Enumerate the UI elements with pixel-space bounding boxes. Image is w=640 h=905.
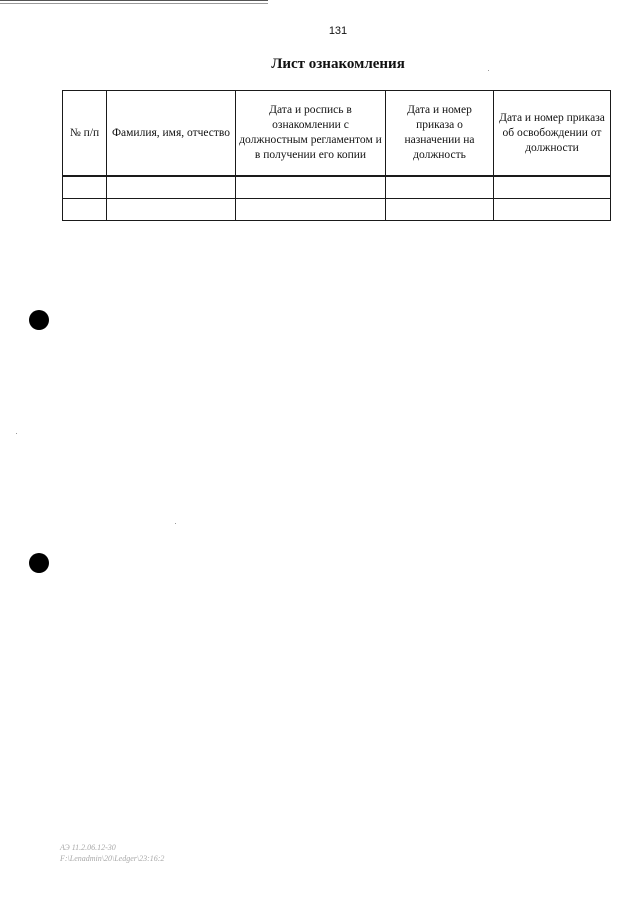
table-cell bbox=[236, 199, 386, 221]
scan-speck bbox=[488, 70, 489, 71]
scan-speck bbox=[16, 433, 17, 434]
column-header-signature-date: Дата и роспись в ознакомлении с должностным регламентом и в получении его копии bbox=[236, 91, 386, 177]
column-header-number: № п/п bbox=[63, 91, 107, 177]
scan-speck bbox=[175, 523, 176, 524]
table-header-row bbox=[63, 91, 611, 177]
scan-edge-line-faint bbox=[0, 3, 268, 4]
table-cell bbox=[494, 176, 611, 199]
footer-stamp-line-1: АЭ 11.2.06.12-30 bbox=[60, 843, 116, 852]
table-cell bbox=[386, 176, 494, 199]
table-cell bbox=[63, 176, 107, 199]
column-header-dismissal-order: Дата и номер приказа об освобождении от должности bbox=[494, 91, 611, 177]
scan-edge-line bbox=[0, 0, 268, 1]
page-number: 131 bbox=[328, 25, 348, 37]
table-cell bbox=[494, 199, 611, 221]
hole-punch-mark-upper bbox=[29, 310, 49, 330]
footer-stamp-line-2: F:\Lenadmin\20\Ledger\23:16:2 bbox=[60, 854, 165, 863]
table-cell bbox=[386, 199, 494, 221]
table-cell bbox=[107, 176, 236, 199]
acknowledgment-table bbox=[62, 90, 611, 221]
table-cell bbox=[63, 199, 107, 221]
table-row bbox=[63, 199, 611, 221]
table-row bbox=[63, 176, 611, 199]
document-title: Лист ознакомления bbox=[271, 56, 405, 72]
column-header-appointment-order: Дата и номер приказа о назначении на должность bbox=[386, 91, 494, 177]
column-header-full-name: Фамилия, имя, отчество bbox=[107, 91, 236, 177]
hole-punch-mark-lower bbox=[29, 553, 49, 573]
table-cell bbox=[107, 199, 236, 221]
footer-stamp bbox=[60, 842, 164, 864]
table-cell bbox=[236, 176, 386, 199]
